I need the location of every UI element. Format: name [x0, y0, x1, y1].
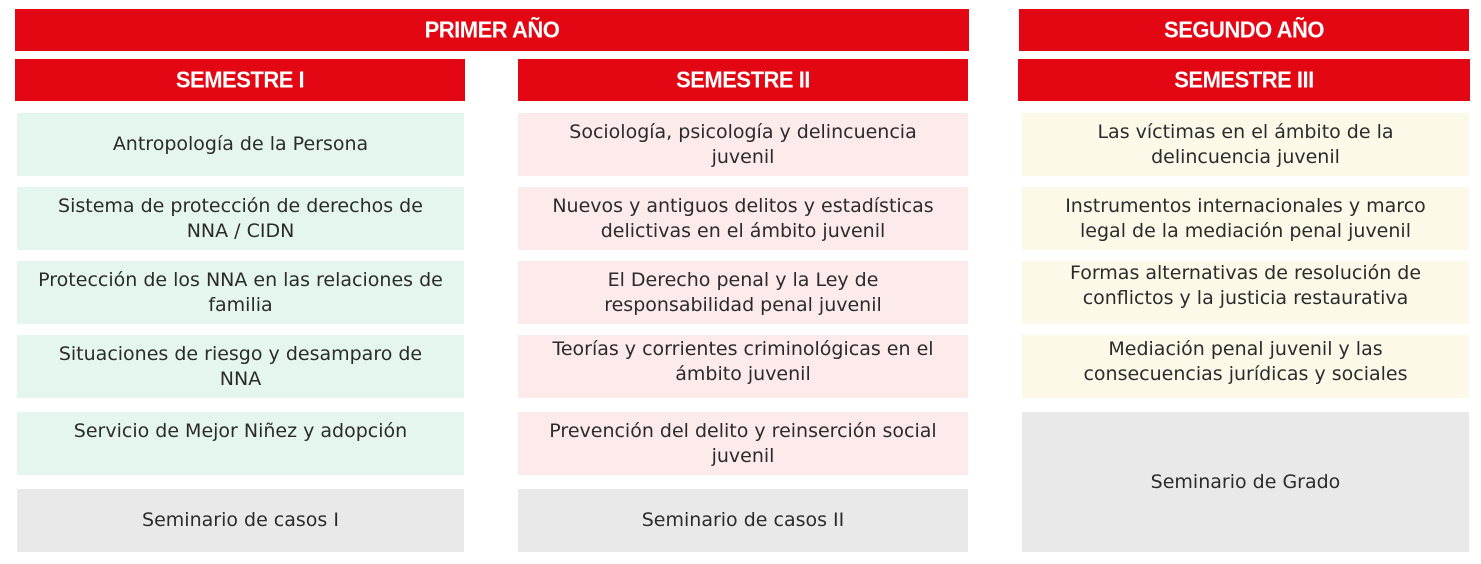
course-semester-1: Situaciones de riesgo y desamparo de NNA [17, 335, 464, 398]
course-semester-3: Mediación penal juvenil y las consecuencias jurídicas y sociales [1022, 335, 1469, 398]
course-semester-1: Sistema de protección de derechos de NNA / CIDN [17, 187, 464, 250]
course-semester-3: Las víctimas en el ámbito de la delincuencia juvenil [1022, 113, 1469, 176]
course-semester-1: Protección de los NNA en las relaciones de familia [17, 261, 464, 324]
semester-2-header: SEMESTRE II [518, 59, 968, 101]
course-semester-2: Sociología, psicología y delincuencia juvenil [518, 113, 968, 176]
course-semester-3: Instrumentos internacionales y marco legal de la mediación penal juvenil [1022, 187, 1469, 250]
semester-1-header: SEMESTRE I [15, 59, 465, 101]
seminar-grado: Seminario de Grado [1022, 412, 1469, 552]
course-semester-2: El Derecho penal y la Ley de responsabilidad penal juvenil [518, 261, 968, 324]
semester-3-header: SEMESTRE III [1018, 59, 1470, 101]
course-semester-2: Nuevos y antiguos delitos y estadísticas delictivas en el ámbito juvenil [518, 187, 968, 250]
seminar-semester-2: Seminario de casos II [518, 489, 968, 552]
first-year-header: PRIMER AÑO [15, 9, 969, 51]
course-semester-2: Teorías y corrientes criminológicas en el ámbito juvenil [518, 335, 968, 398]
course-semester-3: Formas alternativas de resolución de conflictos y la justicia restaurativa [1022, 261, 1469, 324]
second-year-header: SEGUNDO AÑO [1019, 9, 1469, 51]
course-semester-1: Servicio de Mejor Niñez y adopción [17, 412, 464, 475]
seminar-semester-1: Seminario de casos I [17, 489, 464, 552]
course-semester-1: Antropología de la Persona [17, 113, 464, 176]
course-semester-2: Prevención del delito y reinserción social juvenil [518, 412, 968, 475]
